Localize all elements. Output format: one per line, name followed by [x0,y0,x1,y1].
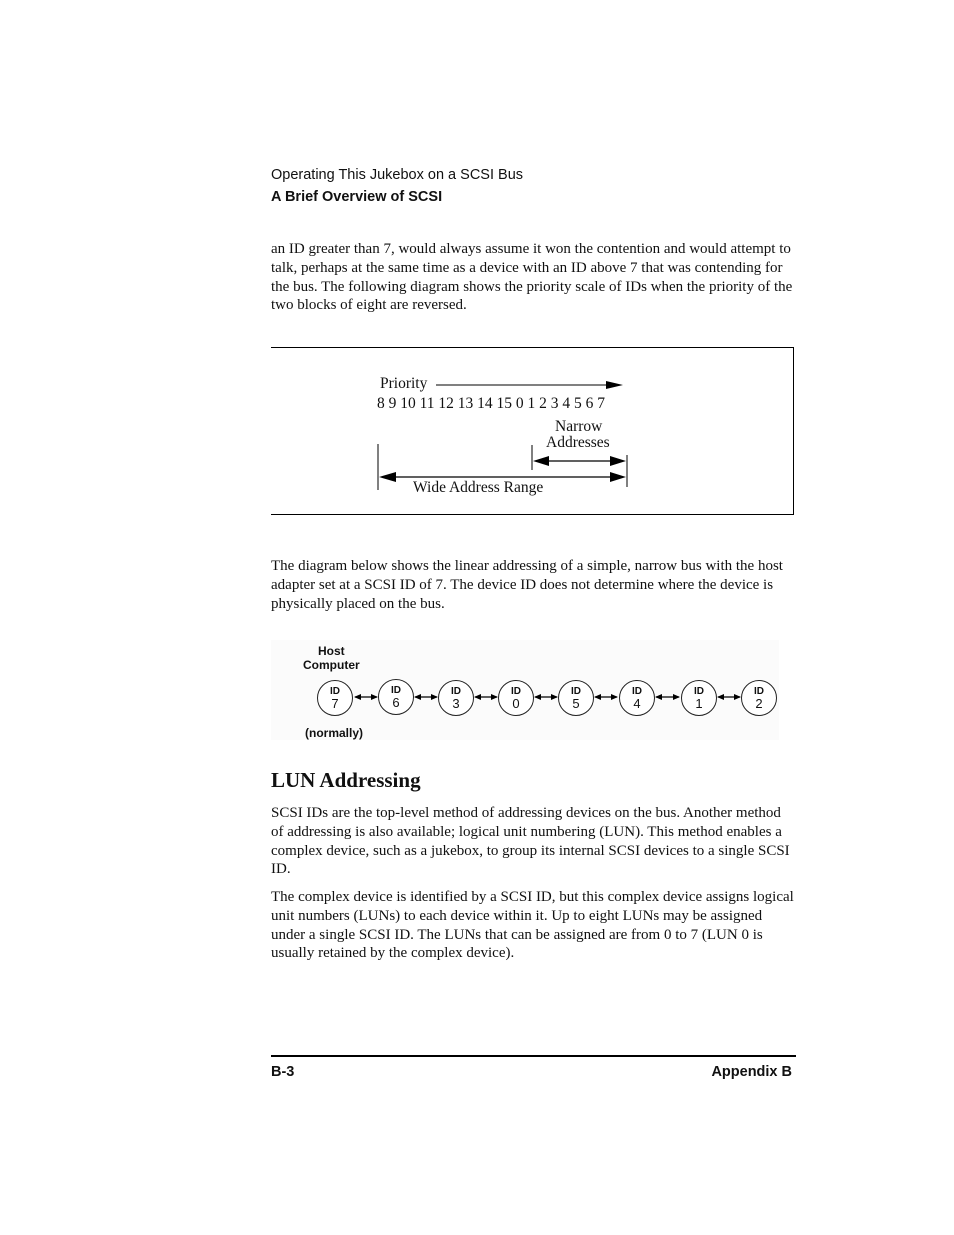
lun-paragraph-1: SCSI IDs are the top-level method of addressing devices on the bus. Another method of addressing is also available; logical unit numbering (LUN). This method enables a complex device, such as a jukebox, to group its internal SCSI devices to a single SCSI ID. [271,805,790,878]
node-id-number: 5 [572,696,580,711]
scsi-device-node [438,680,474,716]
node-id-label: ID [391,685,401,696]
bus-connector [474,694,498,700]
priority-label: Priority [380,375,428,392]
page-number: B-3 [271,1064,295,1080]
footer-rule [271,1055,796,1057]
narrow-label-line2: Addresses [546,434,610,451]
node-id-number: 4 [633,696,641,711]
narrow-label-line1: Narrow [555,418,603,435]
scsi-device-node [741,680,777,716]
scsi-device-node [498,680,534,716]
bus-connector [534,694,558,700]
node-id-number: 2 [755,696,763,711]
bus-connector [594,694,618,700]
wide-range-label: Wide Address Range [413,479,544,496]
lun-addressing-heading: LUN Addressing [271,768,421,792]
lun-paragraph-2: The complex device is identified by a SCSI ID, but this complex device assigns logical unit numbers (LUNs) to each device within it. Up to eight LUNs may be assigned under a single SCSI ID. The LUNs that can be assigned are from 0 to 7 (LUN 0 is usually retained by the complex device). [271,889,794,962]
node-id-number: 3 [452,696,460,711]
linear-addressing-paragraph: The diagram below shows the linear addressing of a simple, narrow bus with the host adapter set at a SCSI ID of 7. The device ID does not determine where the device is physically placed on the bus. [271,558,783,612]
intro-paragraph: an ID greater than 7, would always assume it won the contention and would attempt to talk, perhaps at the same time as a device with an ID above 7 that was contending for the bus. The following diagram shows the priority scale of IDs when the priority of the two blocks of eight are reversed. [271,241,793,314]
node-id-number: 7 [331,696,339,711]
bus-connector [354,694,378,700]
bus-connector [414,694,438,700]
bus-connector [717,694,741,700]
bus-connector [655,694,680,700]
node-id-label: ID [754,686,764,697]
appendix-label: Appendix B [711,1064,792,1080]
node-id-label: ID [511,686,521,697]
priority-id-sequence: 8 9 10 11 12 13 14 15 0 1 2 3 4 5 6 7 [377,395,606,412]
scsi-device-node [619,680,655,716]
scsi-device-node [681,680,717,716]
host-label-line2: Computer [303,658,360,672]
node-id-label: ID [451,686,461,697]
node-id-label: ID [330,686,340,697]
node-id-number: 1 [695,696,703,711]
host-label-line1: Host [318,644,345,658]
node-id-label: ID [694,686,704,697]
normally-label: (normally) [305,726,364,740]
node-id-label: ID [571,686,581,697]
node-id-label: ID [632,686,642,697]
scsi-device-node [558,680,594,716]
node-id-number: 0 [512,696,520,711]
scsi-device-node-host [317,680,353,716]
running-header-chapter: Operating This Jukebox on a SCSI Bus [271,167,524,183]
node-id-number: 6 [392,695,400,710]
scsi-device-node [378,679,414,715]
running-header-section: A Brief Overview of SCSI [271,189,443,205]
